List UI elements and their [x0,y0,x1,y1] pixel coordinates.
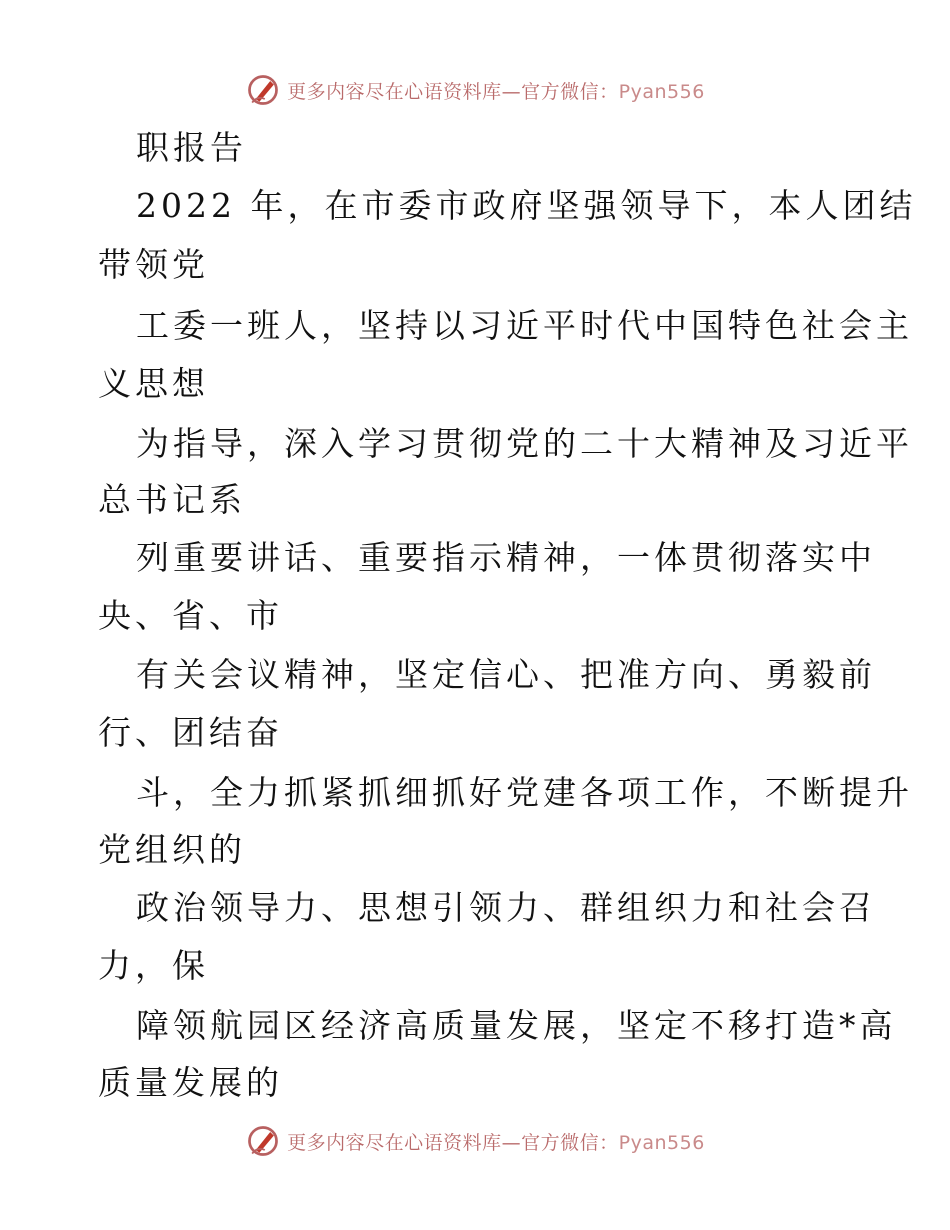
text-line: 列重要讲话、重要指示精神，一体贯彻落实中 [136,538,876,577]
text-line: 党组织的 [98,830,246,869]
text-line: 为指导，深入学习贯彻党的二十大精神及习近平 [136,424,913,463]
text-line: 有关会议精神，坚定信心、把准方向、勇毅前 [136,655,876,694]
text-line: 央、省、市 [98,596,283,635]
text-line: 职报告 [136,128,247,167]
pen-logo-icon [245,1123,281,1159]
text-line: 力，保 [98,946,209,985]
text-line: 2022 年，在市委市政府坚强领导下，本人团结 [136,186,917,225]
text-line: 障领航园区经济高质量发展，坚定不移打造*高 [136,1006,897,1045]
text-line: 质量发展的 [98,1063,283,1102]
pen-logo-icon [245,72,281,108]
footer-watermark-text: 更多内容尽在心语资料库—官方微信：Pyan556 [287,1131,705,1154]
text-line: 义思想 [98,364,209,403]
text-line: 行、团结奋 [98,713,283,752]
header-wechat-id: Pyan556 [618,80,705,103]
text-line: 斗，全力抓紧抓细抓好党建各项工作，不断提升 [136,773,913,812]
text-line: 总书记系 [98,480,246,519]
footer-watermark [0,1121,950,1161]
text-line: 政治领导力、思想引领力、群组织力和社会召 [136,888,876,927]
text-line: 带领党 [98,245,209,284]
footer-wechat-id: Pyan556 [618,1131,705,1154]
header-watermark [0,70,950,110]
text-line: 工委一班人，坚持以习近平时代中国特色社会主 [136,306,913,345]
header-watermark-text: 更多内容尽在心语资料库—官方微信：Pyan556 [287,80,705,103]
